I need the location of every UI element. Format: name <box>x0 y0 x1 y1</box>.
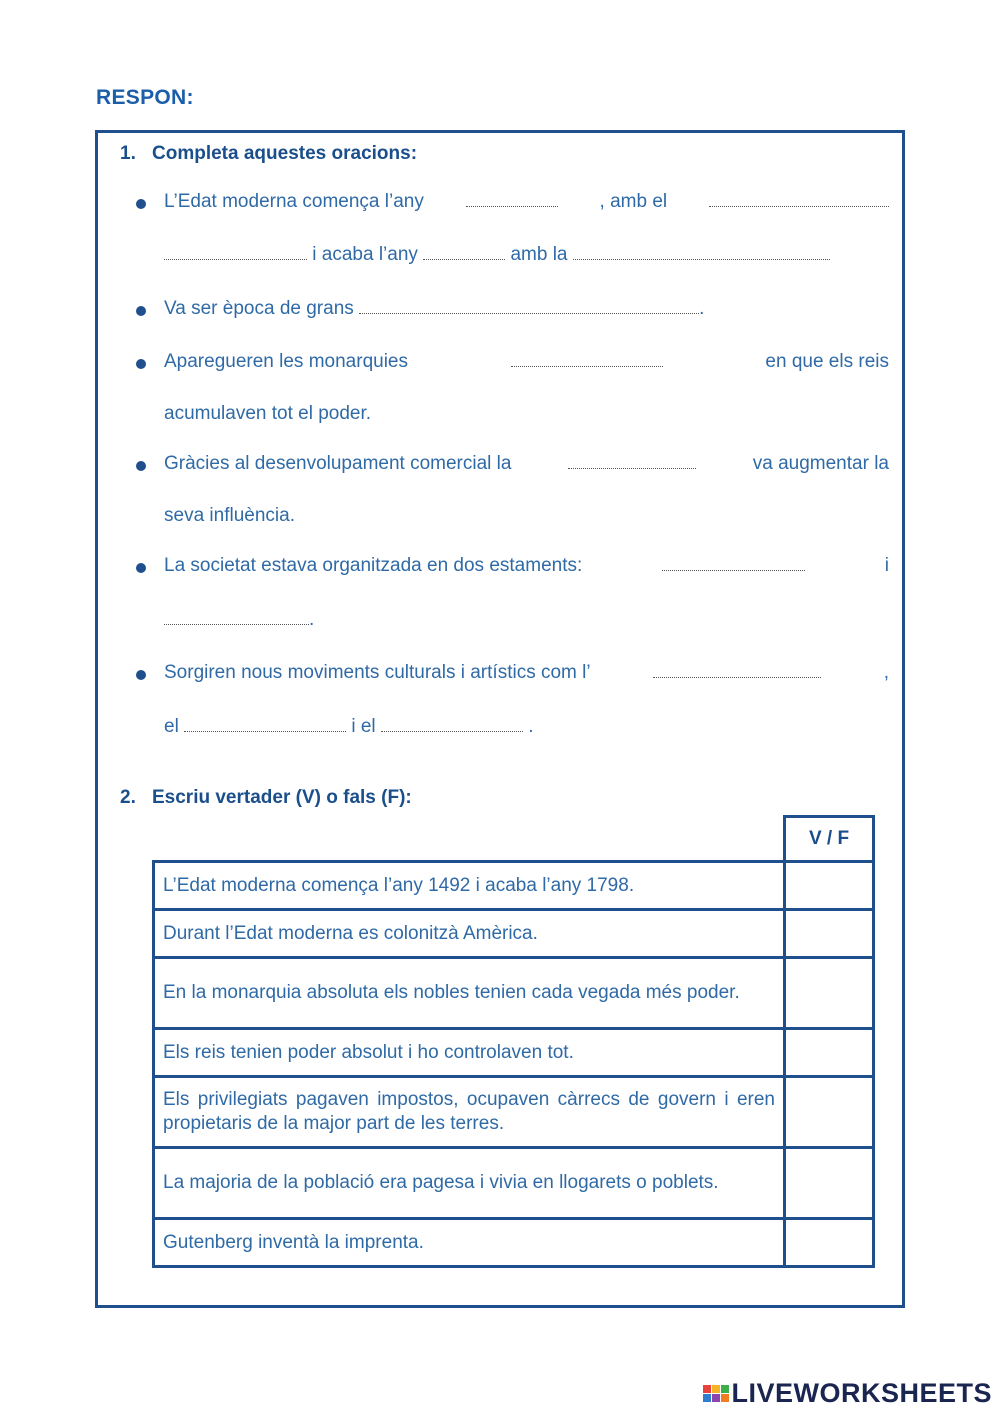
liveworksheets-logo-icon <box>703 1385 729 1402</box>
table-row <box>154 1219 874 1267</box>
liveworksheets-brand <box>703 1378 992 1409</box>
sentence-text: Va ser època de grans <box>164 298 354 319</box>
sentence-text: Aparegueren les monarquies <box>164 351 408 372</box>
blank-estate-2[interactable] <box>164 610 309 625</box>
statement-cell: La majoria de la població era pagesa i vivia en llogarets o poblets. <box>154 1148 785 1219</box>
blank-movement-3[interactable] <box>381 717 523 732</box>
bullet-icon <box>136 306 146 316</box>
blank-start-year[interactable] <box>466 192 558 207</box>
table-header-row <box>154 817 874 862</box>
statement-cell: Els privilegiats pagaven impostos, ocupaven càrrecs de govern i eren propietaris de la major part de les terres. <box>154 1077 785 1148</box>
question-1-text: Completa aquestes oracions: <box>152 143 418 164</box>
blank-estate-1[interactable] <box>662 556 805 571</box>
bullet-icon <box>136 461 146 471</box>
blank-great-things[interactable] <box>359 299 699 314</box>
bullet-icon <box>136 359 146 369</box>
sentence-text: La societat estava organitzada en dos estaments: <box>164 555 583 576</box>
answer-cell[interactable] <box>785 862 874 910</box>
sentence-3-line-2: acumulaven tot el poder. <box>164 403 372 424</box>
sentence-5-line-2 <box>164 609 314 631</box>
statement-cell: Els reis tenien poder absolut i ho controlaven tot. <box>154 1029 785 1077</box>
blank-end-event[interactable] <box>573 245 830 260</box>
table-row <box>154 1029 874 1077</box>
true-false-table <box>152 815 875 1268</box>
question-1-title <box>120 143 417 165</box>
sentence-4-line-1 <box>164 453 889 475</box>
blank-start-event-1[interactable] <box>709 192 889 207</box>
blank-movement-2[interactable] <box>184 717 346 732</box>
answer-cell[interactable] <box>785 910 874 958</box>
sentence-text: en que els reis <box>765 351 889 372</box>
statement-cell: Gutenberg inventà la imprenta. <box>154 1219 785 1267</box>
statement-cell: Durant l’Edat moderna es colonitzà Amèrica. <box>154 910 785 958</box>
blank-end-year[interactable] <box>423 245 505 260</box>
answer-cell[interactable] <box>785 1077 874 1148</box>
sentence-text: i acaba l’any <box>312 244 418 265</box>
answer-cell[interactable] <box>785 958 874 1029</box>
sentence-end: . <box>309 609 315 630</box>
statement-cell: L’Edat moderna comença l’any 1492 i acaba l’any 1798. <box>154 862 785 910</box>
table-row <box>154 910 874 958</box>
sentence-text: i el <box>351 716 376 737</box>
table-row <box>154 1148 874 1219</box>
question-2-number: 2. <box>120 787 136 808</box>
sentence-6-line-1 <box>164 662 889 684</box>
vf-column-header: V / F <box>785 817 874 862</box>
sentence-end: . <box>699 298 705 319</box>
sentence-text: amb la <box>510 244 568 265</box>
sentence-3-line-1 <box>164 351 889 373</box>
question-2-text: Escriu vertader (V) o fals (F): <box>152 787 412 808</box>
sentence-1-line-1 <box>164 191 889 213</box>
sentence-text: L’Edat moderna comença l’any <box>164 191 424 212</box>
answer-cell[interactable] <box>785 1029 874 1077</box>
blank-start-event-2[interactable] <box>164 245 307 260</box>
sentence-text: va augmentar la <box>752 453 889 474</box>
statement-cell: En la monarquia absoluta els nobles tenien cada vegada més poder. <box>154 958 785 1029</box>
sentence-text: i <box>884 555 889 576</box>
table-row <box>154 862 874 910</box>
answer-cell[interactable] <box>785 1219 874 1267</box>
blank-social-group[interactable] <box>568 454 696 469</box>
table-row <box>154 1077 874 1148</box>
table-row <box>154 958 874 1029</box>
question-2-title <box>120 787 412 809</box>
page-heading: RESPON: <box>96 86 194 109</box>
bullet-icon <box>136 199 146 209</box>
answer-cell[interactable] <box>785 1148 874 1219</box>
bullet-icon <box>136 670 146 680</box>
blank-movement-1[interactable] <box>653 663 821 678</box>
sentence-4-line-2: seva influència. <box>164 505 295 526</box>
sentence-6-line-2 <box>164 716 534 738</box>
sentence-text: Sorgiren nous moviments culturals i artístics com l’ <box>164 662 591 683</box>
sentence-text: el <box>164 716 179 737</box>
question-1-number: 1. <box>120 143 136 164</box>
sentence-5-line-1 <box>164 555 889 577</box>
sentence-1-line-2 <box>164 244 830 266</box>
sentence-text: , <box>883 662 889 683</box>
brand-name: LIVEWORKSHEETS <box>731 1378 992 1408</box>
sentence-2 <box>164 298 704 320</box>
bullet-icon <box>136 563 146 573</box>
blank-monarchy-type[interactable] <box>511 352 663 367</box>
sentence-text: Gràcies al desenvolupament comercial la <box>164 453 512 474</box>
sentence-text: , amb el <box>599 191 668 212</box>
sentence-end: . <box>528 716 534 737</box>
